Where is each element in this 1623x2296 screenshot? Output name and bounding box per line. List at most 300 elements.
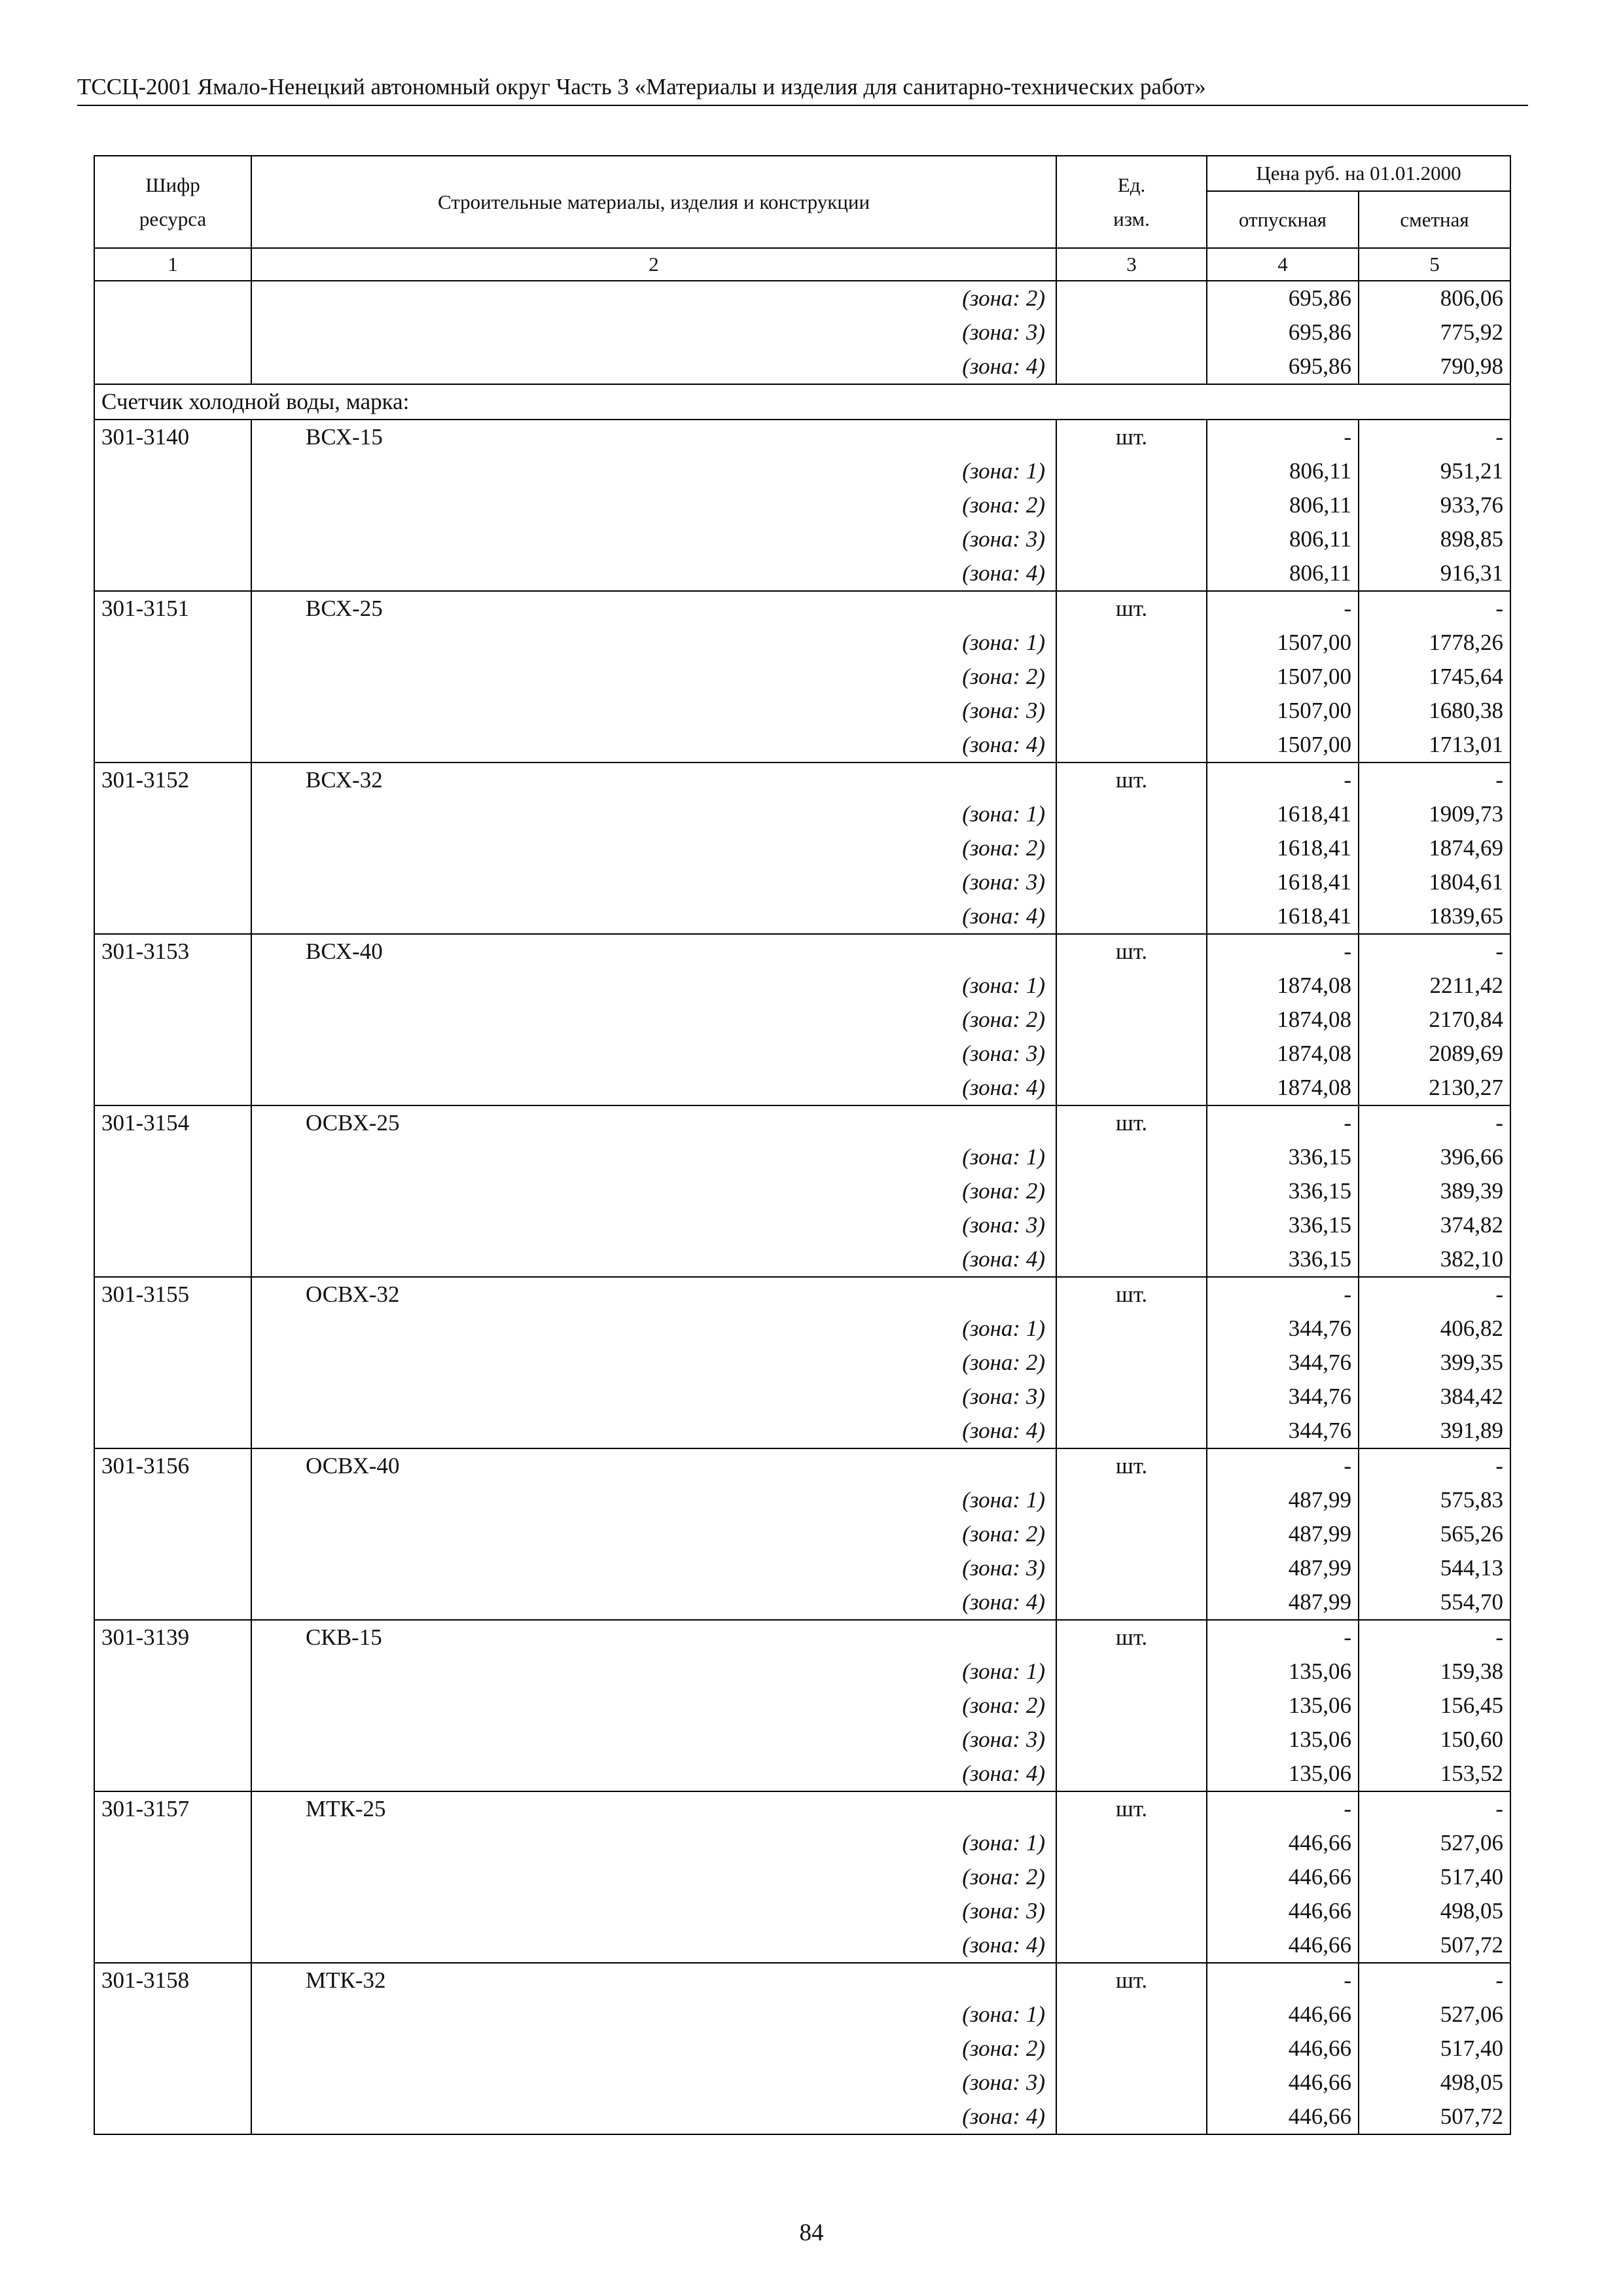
code-cell [94, 1242, 251, 1277]
zone-label: (зона: 2) [251, 831, 1056, 865]
unit-cell [1056, 2100, 1207, 2134]
unit: шт. [1056, 762, 1207, 797]
resource-code: 301-3152 [94, 762, 251, 797]
code-cell [94, 1998, 251, 2032]
table-row [94, 556, 1510, 591]
code-cell [94, 1483, 251, 1517]
material-name: МТК-25 [306, 1796, 386, 1821]
release-price: 446,66 [1207, 1928, 1359, 1963]
estimate-price: - [1359, 934, 1510, 969]
zone-label: (зона: 3) [251, 1208, 1056, 1242]
table-row [94, 281, 1510, 315]
material-name-cell [251, 762, 1056, 797]
resource-code: 301-3153 [94, 934, 251, 969]
release-price: 806,11 [1207, 556, 1359, 591]
estimate-price: 898,85 [1359, 522, 1510, 556]
estimate-price: 951,21 [1359, 454, 1510, 488]
release-price: 336,15 [1207, 1208, 1359, 1242]
unit-cell [1056, 865, 1207, 899]
table-row [94, 522, 1510, 556]
table-row [94, 1551, 1510, 1585]
zone-label: (зона: 4) [251, 2100, 1056, 2134]
unit-cell [1056, 694, 1207, 728]
unit: шт. [1056, 1277, 1207, 1312]
code-cell [94, 1346, 251, 1380]
release-price: 135,06 [1207, 1689, 1359, 1723]
table-row [94, 1174, 1510, 1208]
code-cell [94, 865, 251, 899]
code-cell [94, 454, 251, 488]
estimate-price: 1745,64 [1359, 660, 1510, 694]
unit: шт. [1056, 420, 1207, 454]
code-cell [94, 1551, 251, 1585]
zone-label: (зона: 1) [251, 1998, 1056, 2032]
estimate-price: 1874,69 [1359, 831, 1510, 865]
release-price: - [1207, 762, 1359, 797]
estimate-price: - [1359, 762, 1510, 797]
release-price: - [1207, 934, 1359, 969]
unit-cell [1056, 1585, 1207, 1620]
table-row [94, 728, 1510, 762]
unit-cell [1056, 350, 1207, 384]
estimate-price: 159,38 [1359, 1655, 1510, 1689]
release-price: 487,99 [1207, 1483, 1359, 1517]
unit-cell [1056, 1723, 1207, 1757]
unit: шт. [1056, 934, 1207, 969]
release-price: 1874,08 [1207, 1071, 1359, 1105]
zone-label: (зона: 3) [251, 1037, 1056, 1071]
unit-cell [1056, 1140, 1207, 1174]
table-row [94, 1242, 1510, 1277]
zone-label: (зона: 2) [251, 660, 1056, 694]
release-price: 344,76 [1207, 1414, 1359, 1448]
code-cell [94, 797, 251, 831]
material-name-cell [251, 1791, 1056, 1826]
table-row [94, 1208, 1510, 1242]
table-row [94, 660, 1510, 694]
release-price: - [1207, 591, 1359, 626]
col-number: 2 [251, 248, 1056, 281]
release-price: 446,66 [1207, 1894, 1359, 1928]
code-cell [94, 1140, 251, 1174]
zone-label: (зона: 4) [251, 1242, 1056, 1277]
release-price: 446,66 [1207, 2066, 1359, 2100]
release-price: 1874,08 [1207, 969, 1359, 1003]
estimate-price: 498,05 [1359, 2066, 1510, 2100]
unit-cell [1056, 2032, 1207, 2066]
unit-cell [1056, 1826, 1207, 1860]
zone-label: (зона: 3) [251, 1723, 1056, 1757]
code-cell [94, 1312, 251, 1346]
estimate-price: - [1359, 1105, 1510, 1140]
code-cell [94, 1071, 251, 1105]
unit-cell [1056, 1380, 1207, 1414]
col-release-header: отпускная [1207, 191, 1359, 248]
estimate-price: 507,72 [1359, 2100, 1510, 2134]
code-cell [94, 1208, 251, 1242]
estimate-price: 544,13 [1359, 1551, 1510, 1585]
resource-code: 301-3155 [94, 1277, 251, 1312]
table-row [94, 934, 1510, 969]
estimate-price: 2089,69 [1359, 1037, 1510, 1071]
release-price: 1507,00 [1207, 694, 1359, 728]
estimate-price: 2170,84 [1359, 1003, 1510, 1037]
release-price: 446,66 [1207, 1860, 1359, 1894]
material-name: ВСХ-25 [306, 596, 383, 621]
zone-label: (зона: 2) [251, 281, 1056, 315]
estimate-price: 150,60 [1359, 1723, 1510, 1757]
zone-label: (зона: 4) [251, 1414, 1056, 1448]
zone-label: (зона: 2) [251, 1860, 1056, 1894]
unit: шт. [1056, 1791, 1207, 1826]
estimate-price: 399,35 [1359, 1346, 1510, 1380]
unit-cell [1056, 899, 1207, 934]
release-price: 446,66 [1207, 2100, 1359, 2134]
table-header [94, 156, 1510, 281]
zone-label: (зона: 2) [251, 2032, 1056, 2066]
table-row [94, 1517, 1510, 1551]
zone-label: (зона: 1) [251, 969, 1056, 1003]
unit-cell [1056, 522, 1207, 556]
estimate-price: - [1359, 1448, 1510, 1483]
column-numbers-row [94, 248, 1510, 281]
unit-cell [1056, 1757, 1207, 1791]
estimate-price: - [1359, 1620, 1510, 1655]
release-price: 1618,41 [1207, 797, 1359, 831]
release-price: 1618,41 [1207, 865, 1359, 899]
unit-cell [1056, 1928, 1207, 1963]
col-number: 4 [1207, 248, 1359, 281]
table-row [94, 865, 1510, 899]
estimate-price: - [1359, 1791, 1510, 1826]
code-cell [94, 831, 251, 865]
material-name: ОСВХ-25 [306, 1110, 400, 1136]
table-row [94, 1620, 1510, 1655]
release-price: - [1207, 1448, 1359, 1483]
unit-cell [1056, 1998, 1207, 2032]
zone-label: (зона: 1) [251, 626, 1056, 660]
estimate-price: 1909,73 [1359, 797, 1510, 831]
code-cell [94, 1689, 251, 1723]
col-price-header: Цена руб. на 01.01.2000 [1207, 156, 1510, 191]
table-row [94, 1928, 1510, 1963]
estimate-price: 384,42 [1359, 1380, 1510, 1414]
estimate-price: 156,45 [1359, 1689, 1510, 1723]
table-row [94, 591, 1510, 626]
estimate-price: 1778,26 [1359, 626, 1510, 660]
code-cell [94, 1003, 251, 1037]
unit-cell [1056, 315, 1207, 350]
page-number: 84 [799, 2219, 824, 2246]
release-price: 1874,08 [1207, 1037, 1359, 1071]
unit-cell [1056, 2066, 1207, 2100]
table-row [94, 1003, 1510, 1037]
table-row [94, 1757, 1510, 1791]
estimate-price: 391,89 [1359, 1414, 1510, 1448]
unit: шт. [1056, 1448, 1207, 1483]
material-name: СКВ-15 [306, 1624, 382, 1650]
code-cell [94, 899, 251, 934]
estimate-price: - [1359, 420, 1510, 454]
release-price: 336,15 [1207, 1242, 1359, 1277]
code-cell [94, 694, 251, 728]
release-price: 806,11 [1207, 488, 1359, 522]
table-row [94, 1277, 1510, 1312]
zone-label: (зона: 3) [251, 1380, 1056, 1414]
table-row [94, 1860, 1510, 1894]
material-name: ОСВХ-32 [306, 1282, 400, 1307]
estimate-price: 517,40 [1359, 2032, 1510, 2066]
code-cell [94, 1655, 251, 1689]
code-cell [94, 2100, 251, 2134]
unit: шт. [1056, 591, 1207, 626]
col-number: 5 [1359, 248, 1510, 281]
table-row [94, 488, 1510, 522]
release-price: 446,66 [1207, 2032, 1359, 2066]
price-table [94, 155, 1511, 2135]
zone-label: (зона: 3) [251, 522, 1056, 556]
release-price: 1507,00 [1207, 626, 1359, 660]
estimate-price: 1839,65 [1359, 899, 1510, 934]
release-price: 344,76 [1207, 1346, 1359, 1380]
estimate-price: 396,66 [1359, 1140, 1510, 1174]
unit-cell [1056, 728, 1207, 762]
code-cell [94, 522, 251, 556]
unit-cell [1056, 1242, 1207, 1277]
code-cell [94, 1380, 251, 1414]
zone-label: (зона: 4) [251, 899, 1056, 934]
code-cell [94, 1517, 251, 1551]
zone-label: (зона: 4) [251, 1928, 1056, 1963]
table-row [94, 1483, 1510, 1517]
estimate-price: 406,82 [1359, 1312, 1510, 1346]
unit-cell [1056, 969, 1207, 1003]
code-cell [94, 1723, 251, 1757]
table-row [94, 315, 1510, 350]
release-price: 806,11 [1207, 454, 1359, 488]
material-name: ВСХ-15 [306, 424, 383, 450]
resource-code: 301-3157 [94, 1791, 251, 1826]
estimate-price: 527,06 [1359, 1826, 1510, 1860]
material-name-cell [251, 934, 1056, 969]
zone-label: (зона: 4) [251, 350, 1056, 384]
code-cell [94, 556, 251, 591]
unit-cell [1056, 1860, 1207, 1894]
release-price: 135,06 [1207, 1723, 1359, 1757]
resource-code: 301-3154 [94, 1105, 251, 1140]
zone-label: (зона: 1) [251, 454, 1056, 488]
code-cell [94, 626, 251, 660]
estimate-price: 554,70 [1359, 1585, 1510, 1620]
zone-label: (зона: 1) [251, 797, 1056, 831]
resource-code: 301-3151 [94, 591, 251, 626]
table-row [94, 1894, 1510, 1928]
zone-label: (зона: 4) [251, 1757, 1056, 1791]
col-number: 3 [1056, 248, 1207, 281]
release-price: 344,76 [1207, 1380, 1359, 1414]
estimate-price: 527,06 [1359, 1998, 1510, 2032]
table-row [94, 1448, 1510, 1483]
table-row [94, 762, 1510, 797]
zone-label: (зона: 1) [251, 1483, 1056, 1517]
unit-cell [1056, 1655, 1207, 1689]
release-price: 336,15 [1207, 1174, 1359, 1208]
release-price: 1507,00 [1207, 660, 1359, 694]
table-row [94, 899, 1510, 934]
code-cell [94, 350, 251, 384]
col-unit-header: Ед. изм. [1056, 156, 1207, 248]
release-price: - [1207, 1105, 1359, 1140]
resource-code: 301-3139 [94, 1620, 251, 1655]
release-price: 695,86 [1207, 281, 1359, 315]
code-cell [94, 1928, 251, 1963]
release-price: 1618,41 [1207, 899, 1359, 934]
release-price: 695,86 [1207, 350, 1359, 384]
release-price: 1507,00 [1207, 728, 1359, 762]
release-price: 487,99 [1207, 1517, 1359, 1551]
zone-label: (зона: 4) [251, 728, 1056, 762]
unit-cell [1056, 797, 1207, 831]
table-row [94, 2100, 1510, 2134]
material-name: ВСХ-32 [306, 767, 383, 793]
estimate-price: 374,82 [1359, 1208, 1510, 1242]
release-price: - [1207, 1620, 1359, 1655]
unit-cell [1056, 1346, 1207, 1380]
zone-label: (зона: 2) [251, 1174, 1056, 1208]
unit-cell [1056, 1312, 1207, 1346]
unit: шт. [1056, 1963, 1207, 1998]
material-name-cell [251, 1963, 1056, 1998]
code-cell [94, 1037, 251, 1071]
code-cell [94, 2032, 251, 2066]
resource-code: 301-3140 [94, 420, 251, 454]
col-name-header: Строительные материалы, изделия и конструкции [251, 156, 1056, 248]
estimate-price: 153,52 [1359, 1757, 1510, 1791]
code-cell [94, 728, 251, 762]
release-price: 1618,41 [1207, 831, 1359, 865]
estimate-price: 498,05 [1359, 1894, 1510, 1928]
table-row [94, 350, 1510, 384]
zone-label: (зона: 3) [251, 694, 1056, 728]
unit-cell [1056, 831, 1207, 865]
estimate-price: 507,72 [1359, 1928, 1510, 1963]
zone-label: (зона: 4) [251, 1585, 1056, 1620]
release-price: 806,11 [1207, 522, 1359, 556]
unit: шт. [1056, 1105, 1207, 1140]
unit-cell [1056, 488, 1207, 522]
table-row [94, 420, 1510, 454]
code-cell [94, 281, 251, 315]
release-price: - [1207, 1277, 1359, 1312]
table-row [94, 1312, 1510, 1346]
material-name-cell [251, 1620, 1056, 1655]
material-name: ОСВХ-40 [306, 1453, 400, 1479]
release-price: - [1207, 1963, 1359, 1998]
release-price: 344,76 [1207, 1312, 1359, 1346]
material-name-cell [251, 420, 1056, 454]
estimate-price: 2130,27 [1359, 1071, 1510, 1105]
material-name-cell [251, 1277, 1056, 1312]
estimate-price: 565,26 [1359, 1517, 1510, 1551]
table-row [94, 969, 1510, 1003]
table-row [94, 384, 1510, 420]
estimate-price: 575,83 [1359, 1483, 1510, 1517]
unit-cell [1056, 1517, 1207, 1551]
zone-label: (зона: 4) [251, 1071, 1056, 1105]
zone-label: (зона: 3) [251, 865, 1056, 899]
estimate-price: 775,92 [1359, 315, 1510, 350]
table-row [94, 1140, 1510, 1174]
code-cell [94, 1826, 251, 1860]
estimate-price: 389,39 [1359, 1174, 1510, 1208]
zone-label: (зона: 2) [251, 1517, 1056, 1551]
table-row [94, 2032, 1510, 2066]
estimate-price: 517,40 [1359, 1860, 1510, 1894]
table-row [94, 797, 1510, 831]
table-row [94, 1346, 1510, 1380]
zone-label: (зона: 2) [251, 1689, 1056, 1723]
zone-label: (зона: 3) [251, 1551, 1056, 1585]
col-estimate-header: сметная [1359, 191, 1510, 248]
zone-label: (зона: 1) [251, 1826, 1056, 1860]
zone-label: (зона: 1) [251, 1140, 1056, 1174]
zone-label: (зона: 2) [251, 1003, 1056, 1037]
zone-label: (зона: 1) [251, 1312, 1056, 1346]
table-row [94, 1037, 1510, 1071]
code-cell [94, 1174, 251, 1208]
unit-cell [1056, 1174, 1207, 1208]
code-cell [94, 1860, 251, 1894]
table-row [94, 1414, 1510, 1448]
unit-cell [1056, 1894, 1207, 1928]
unit-cell [1056, 454, 1207, 488]
zone-label: (зона: 3) [251, 1894, 1056, 1928]
release-price: 446,66 [1207, 1826, 1359, 1860]
unit-cell [1056, 1071, 1207, 1105]
estimate-price: - [1359, 591, 1510, 626]
code-cell [94, 488, 251, 522]
table-row [94, 2066, 1510, 2100]
resource-code: 301-3158 [94, 1963, 251, 1998]
code-cell [94, 969, 251, 1003]
release-price: 1874,08 [1207, 1003, 1359, 1037]
unit-cell [1056, 1483, 1207, 1517]
estimate-price: 382,10 [1359, 1242, 1510, 1277]
zone-label: (зона: 3) [251, 2066, 1056, 2100]
table-row [94, 1791, 1510, 1826]
material-name-cell [251, 591, 1056, 626]
estimate-price: 916,31 [1359, 556, 1510, 591]
code-cell [94, 1414, 251, 1448]
unit-cell [1056, 556, 1207, 591]
table-row [94, 1689, 1510, 1723]
page-header: ТССЦ-2001 Ямало-Ненецкий автономный округ Часть 3 «Материалы и изделия для санитарно-технических работ» [77, 71, 1528, 106]
estimate-price: 933,76 [1359, 488, 1510, 522]
code-cell [94, 2066, 251, 2100]
table-row [94, 1963, 1510, 1998]
table-row [94, 1655, 1510, 1689]
estimate-price: 1680,38 [1359, 694, 1510, 728]
estimate-price: 2211,42 [1359, 969, 1510, 1003]
release-price: - [1207, 1791, 1359, 1826]
zone-label: (зона: 2) [251, 488, 1056, 522]
zone-label: (зона: 4) [251, 556, 1056, 591]
release-price: 446,66 [1207, 1998, 1359, 2032]
estimate-price: - [1359, 1277, 1510, 1312]
unit-cell [1056, 281, 1207, 315]
table-row [94, 1998, 1510, 2032]
estimate-price: 790,98 [1359, 350, 1510, 384]
